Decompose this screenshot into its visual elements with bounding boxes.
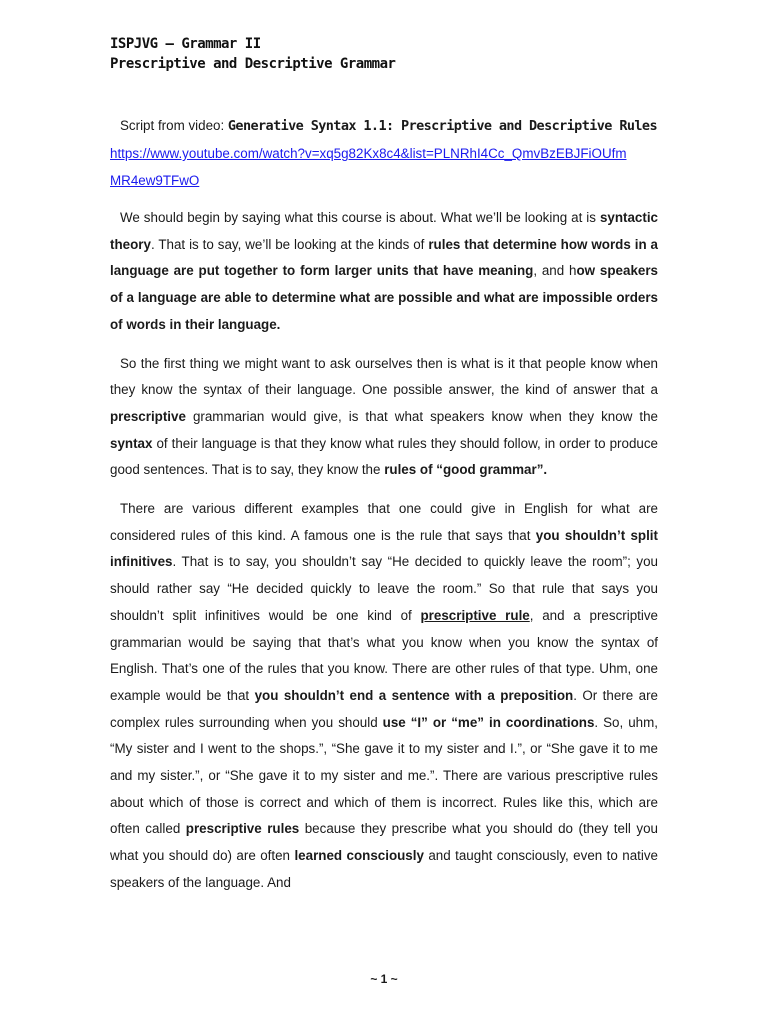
text-span: because they prescribe what you should do (they tell you what you should do) are often	[110, 821, 658, 864]
video-link-line2[interactable]: MR4ew9TFwO	[110, 173, 200, 188]
bold-term: syntax	[110, 435, 153, 451]
bold-term: use “I” or “me” in coordinations	[382, 714, 595, 730]
text-span: of their language is that they know what rules they should follow, in order to produce good sentences. That is to say, they know the	[110, 435, 658, 478]
text-span: . That is to say, you shouldn’t say “He decided to quickly leave the room”; you should rather say “He decided quickly to leave the room.” So that rule that says you shouldn’t split infinitives would be one kind of	[110, 554, 658, 623]
text-span: , and h	[533, 263, 577, 279]
paragraph-1	[110, 205, 658, 339]
text-span: So the first thing we might want to ask ourselves then is what is it that people know when they know the syntax of their language. One possible answer, the kind of answer that a	[110, 355, 658, 398]
video-link-line1[interactable]: https://www.youtube.com/watch?v=xq5g82Kx8c4&list=PLNRhI4Cc_QmvBzEBJFiOUfm	[110, 146, 627, 161]
document-page	[110, 34, 658, 897]
text-span: . So, uhm, “My sister and I went to the shops.”, “She gave it to my sister and I.”, or “She gave it to me and my sister.”, or “She gave it to my sister and me.”. There are various prescriptive rules about which of those is correct and which of them is incorrect. Rules like this, which are often called	[110, 714, 658, 837]
text-span: There are various different examples that one could give in English for what are considered rules of this kind. A famous one is the rule that says that	[110, 501, 658, 543]
text-span: We should begin by saying what this course is about. What we’ll be looking at is	[120, 210, 600, 225]
bold-term: prescriptive rules	[185, 821, 300, 837]
bold-term: prescriptive	[110, 408, 186, 424]
video-title: Generative Syntax 1.1: Prescriptive and Descriptive Rules	[227, 118, 657, 134]
bold-term: you shouldn’t end a sentence with a preposition	[254, 687, 574, 703]
text-span: and taught consciously, even to native speakers of the language. And	[110, 848, 658, 890]
bold-term: rules of “good grammar”.	[384, 462, 548, 478]
text-span: . That is to say, we’ll be looking at the kinds of	[150, 236, 429, 252]
script-lead: Script from video:	[120, 118, 228, 133]
script-source-line	[110, 112, 658, 140]
bold-term: you shouldn’t split infinitives	[110, 527, 658, 570]
text-span: , and a prescriptive grammarian would be saying that that’s what you know when you know the syntax of English. That’s one of the rules that you know. There are other rules of that type. Uhm, one example would be that	[110, 607, 658, 703]
page-number: ~ 1 ~	[370, 972, 398, 986]
underlined-term: prescriptive rule	[420, 607, 530, 623]
bold-term: ow speakers of a language are able to determine what are possible and what are impossible orders of words in their language.	[110, 263, 659, 332]
bold-term: learned consciously	[294, 848, 424, 864]
document-title: Prescriptive and Descriptive Grammar	[110, 56, 396, 72]
bold-term: rules that determine how words in a language are put together to form larger units that have meaning	[110, 236, 658, 279]
text-span: grammarian would give, is that what speakers know when they know the	[185, 408, 658, 424]
paragraph-3	[110, 496, 658, 897]
bold-term: syntactic theory	[110, 210, 658, 252]
paragraph-2	[110, 351, 658, 485]
text-span: . Or there are complex rules surrounding when you should	[110, 687, 659, 730]
course-title: ISPJVG – Grammar II	[110, 36, 261, 52]
